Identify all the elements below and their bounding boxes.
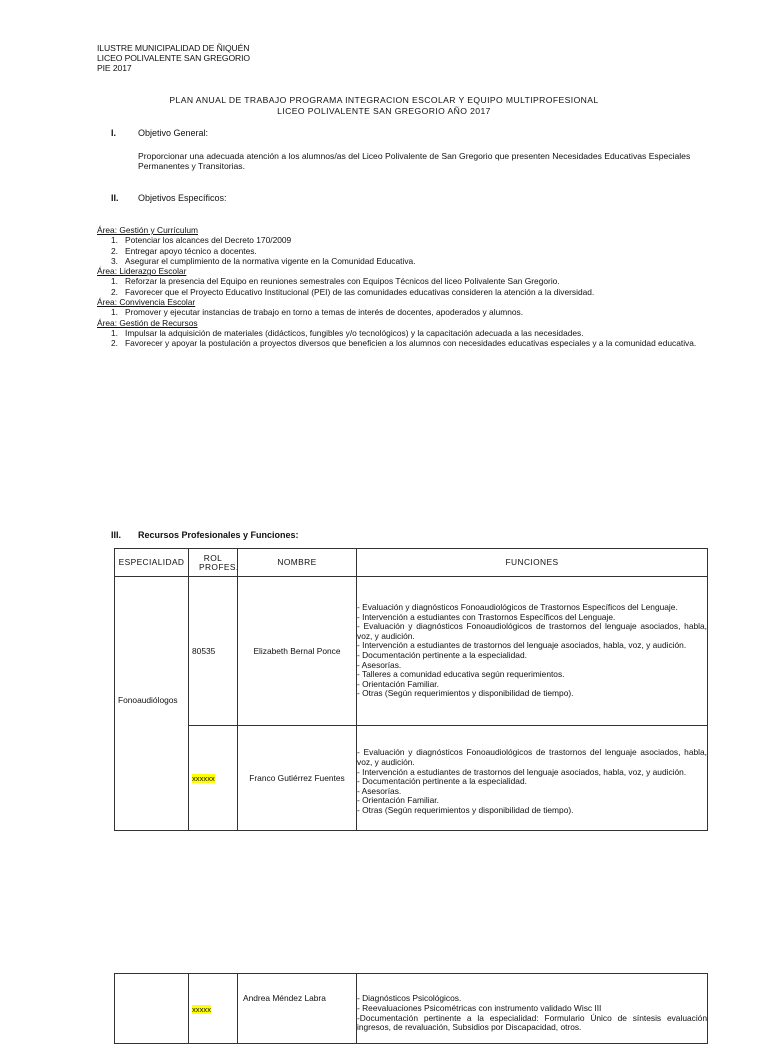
funcion-item: - Asesorías. (357, 659, 402, 670)
section-general-objective (111, 128, 711, 140)
section-number: I. (111, 128, 117, 138)
rol-value-redacted: xxxxxx (192, 773, 215, 783)
program-year: PIE 2017 (97, 63, 132, 73)
table-row (115, 577, 708, 726)
header-especialidad: ESPECIALIDAD (115, 549, 189, 577)
funcion-item: - Otras (Según requerimientos y disponibilidad de tiempo). (357, 804, 574, 815)
funcion-item: - Orientación Familiar. (357, 678, 439, 689)
title-line-1: PLAN ANUAL DE TRABAJO PROGRAMA INTEGRACION ESCOLAR Y EQUIPO MULTIPROFESIONAL (169, 95, 599, 105)
funcion-item: - Intervención a estudiantes de trastornos del lenguaje asociados, habla, voz, y audición. (357, 766, 687, 777)
rol-value: 80535 (192, 645, 216, 656)
funcion-item: - Documentación pertinente a la especialidad. (357, 776, 527, 787)
table-continuation-wrapper (114, 973, 708, 1033)
area-title: Área: Convivencia Escolar (97, 297, 196, 308)
section-specific-objectives (111, 193, 711, 205)
list-item: 3. Asegurar el cumplimiento de la normativa vigente en la Comunidad Educativa. (111, 255, 416, 266)
list-item: 2. Entregar apoyo técnico a docentes. (111, 245, 257, 256)
document-title (0, 95, 768, 116)
nombre-value: Elizabeth Bernal Ponce (253, 645, 341, 656)
funcion-item: - Evaluación y diagnósticos Fonoaudiológicos de trastornos del lenguaje asociados, habla, voz, y audición. (357, 747, 707, 768)
list-item: 2. Favorecer y apoyar la postulación a proyectos diversos que beneficien a los alumnos con necesidades educativas especiales y a la comunidad educativa. (111, 338, 697, 349)
nombre-cell (238, 726, 357, 831)
area-title: Área: Gestión de Recursos (97, 317, 198, 328)
nombre-cell (238, 577, 357, 726)
section-heading: Objetivos Específicos: (138, 193, 227, 203)
nombre-value: Andrea Méndez Labra (243, 993, 326, 1003)
section-professional-resources (111, 530, 711, 542)
funcion-item: - Talleres a comunidad educativa según requerimientos. (357, 669, 565, 680)
funciones-cell (357, 726, 708, 831)
funcion-item: - Documentación pertinente a la especialidad. (357, 650, 527, 660)
funcion-item: - Evaluación y diagnósticos Fonoaudiológicos de trastornos del lenguaje asociados, habla, voz, y audición. (357, 621, 707, 641)
nombre-value: Franco Gutiérrez Fuentes (249, 772, 345, 783)
professionals-table-continued (114, 973, 708, 1044)
header-funciones: FUNCIONES (357, 549, 708, 577)
funcion-item: - Reevaluaciones Psicométricas con instrumento validado Wisc III (357, 1002, 602, 1013)
funcion-item: -Documentación pertinente a la especialidad: Formulario Único de síntesis evaluación ingresos, de revaluación, Subsidios por Discapacidad, otros. (357, 1012, 707, 1033)
section-number: II. (111, 193, 119, 203)
general-objective-text: Proporcionar una adecuada atención a los alumnos/as del Liceo Polivalente de San Gregorio que presenten Necesidades Educativas Especiales Permanentes y Transitorias. (138, 151, 691, 172)
section-heading: Objetivo General: (138, 128, 209, 138)
list-item: 1. Impulsar la adquisición de materiales (didácticos, fungibles y/o tecnológicos) y la capacitación adecuada a las necesidades. (111, 327, 584, 338)
header-nombre: NOMBRE (238, 549, 357, 577)
municipality-name: ILUSTRE MUNICIPALIDAD DE ÑIQUÉN (97, 43, 250, 53)
rol-cell (189, 974, 238, 1044)
list-item: 1. Potenciar los alcances del Decreto 170/2009 (111, 235, 292, 246)
funciones-cell (357, 577, 708, 726)
list-item: 1. Promover y ejecutar instancias de trabajo en torno a temas de interés de docentes, apoderados y alumnos. (111, 307, 524, 318)
rol-cell (189, 577, 238, 726)
area-title: Área: Gestión y Currículum (97, 225, 198, 235)
funcion-item: - Otras (Según requerimientos y disponibilidad de tiempo). (357, 688, 574, 699)
section-number: III. (111, 530, 122, 540)
title-line-2: LICEO POLIVALENTE SAN GREGORIO AÑO 2017 (277, 105, 491, 116)
area-gestion-curriculum (97, 225, 717, 266)
especialidad-label: Fonoaudiólogos (118, 695, 178, 705)
area-convivencia-escolar (97, 297, 717, 318)
list-item: 1. Reforzar la presencia del Equipo en reuniones semestrales con Equipos Técnicos del liceo Polivalente San Gregorio. (111, 276, 560, 287)
funcion-item: - Intervención a estudiantes con Trastornos Específicos del Lenguaje. (357, 611, 616, 622)
funcion-item: - Asesorías. (357, 785, 402, 796)
table-row (115, 726, 708, 831)
school-name: LICEO POLIVALENTE SAN GREGORIO (97, 53, 251, 63)
section-heading: Recursos Profesionales y Funciones: (138, 530, 299, 540)
list-item: 2. Favorecer que el Proyecto Educativo Institucional (PEI) de las comunidades educativas consideren la atención a la diversidad. (111, 286, 595, 297)
area-title: Área: Liderazgo Escolar (97, 266, 187, 277)
funcion-item: - Intervención a estudiantes de trastornos del lenguaje asociados, habla, voz, y audición. (357, 640, 687, 651)
funciones-cell (357, 974, 708, 1044)
especialidad-cell (115, 974, 189, 1044)
area-liderazgo-escolar (97, 266, 717, 297)
header-rol: ROL PROFES. (189, 549, 238, 577)
rol-value-redacted: xxxxx (192, 1005, 211, 1014)
table-row (115, 974, 708, 1044)
area-gestion-recursos (97, 318, 717, 349)
letterhead (97, 43, 250, 73)
funcion-item: - Evaluación y diagnósticos Fonoaudiológicos de Trastornos Específicos del Lenguaje. (357, 602, 678, 613)
specific-objectives-list (97, 225, 717, 349)
nombre-cell (238, 974, 357, 1044)
rol-cell (189, 726, 238, 831)
table-header-row (115, 549, 708, 577)
funcion-item: - Diagnósticos Psicológicos. (357, 993, 462, 1004)
especialidad-cell (115, 577, 189, 831)
funcion-item: - Orientación Familiar. (357, 795, 439, 806)
professionals-table (114, 548, 708, 831)
